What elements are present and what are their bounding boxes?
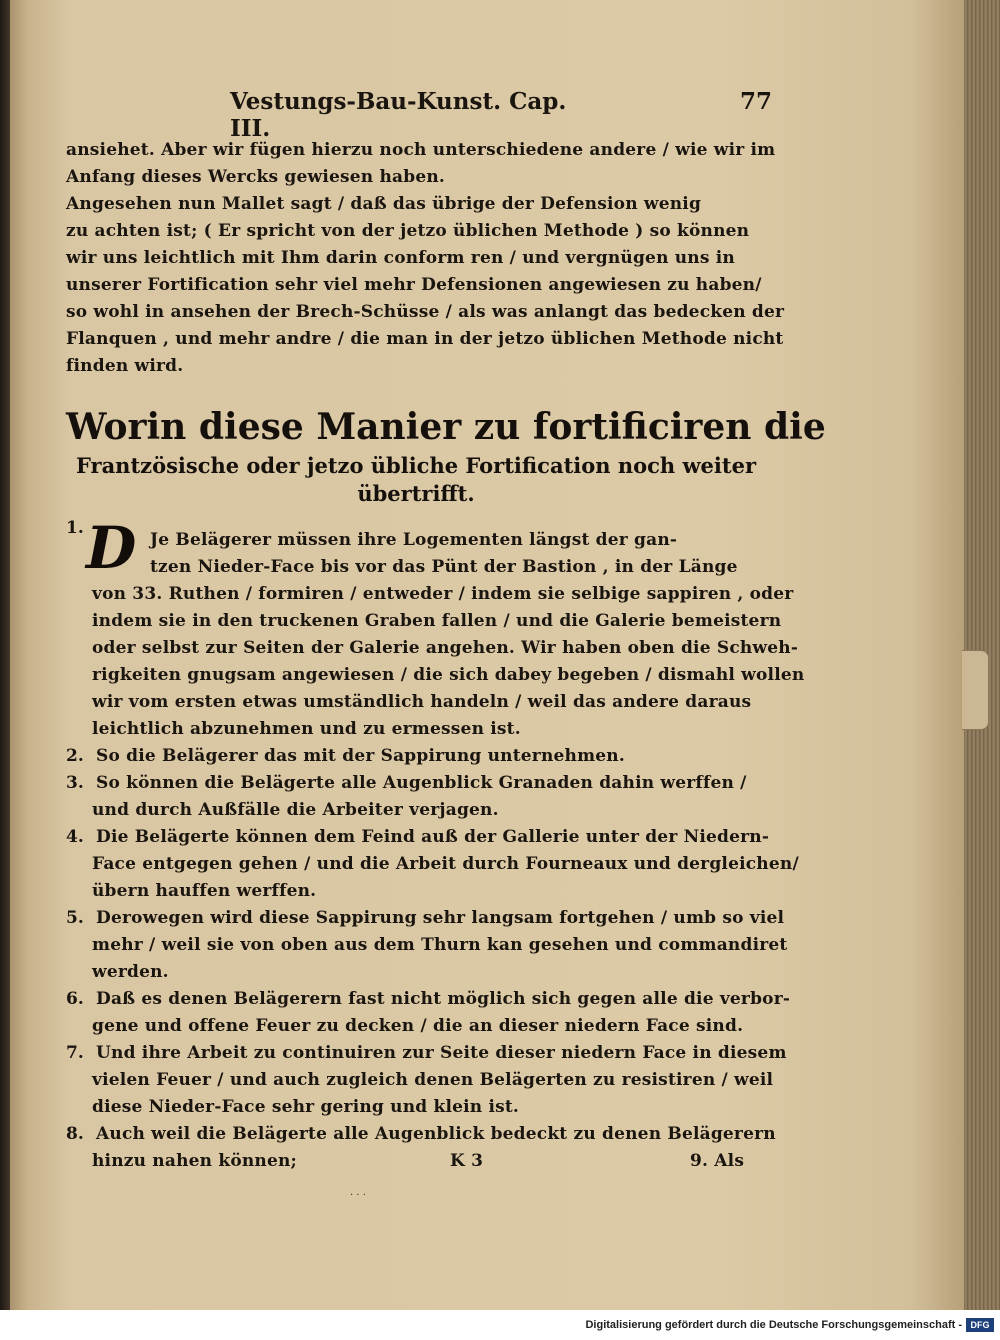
item-line: Daß es denen Belägerern fast nicht möglich sich gegen alle die verbor- — [96, 989, 791, 1009]
item-line: Auch weil die Belägerte alle Augenblick bedeckt zu denen Belägerern — [96, 1124, 776, 1144]
intro-line: Flanquen , und mehr andre / die man in der jetzo üblichen Methode nicht — [66, 329, 784, 349]
item-line: Derowegen wird diese Sappirung sehr langsam fortgehen / umb so viel — [96, 908, 785, 928]
item-number: 8. — [66, 1124, 84, 1144]
item-line: übern hauffen werffen. — [92, 881, 317, 901]
intro-line: so wohl in ansehen der Brech-Schüsse / als was anlangt das bedecken der — [66, 302, 785, 322]
section-heading: Worin diese Manier zu fortificiren die — [66, 406, 826, 448]
intro-line: wir uns leichtlich mit Ihm darin conform ren / und vergnügen uns in — [66, 248, 735, 268]
section-subheading-end: übertrifft. — [357, 481, 475, 506]
item-line: Die Belägerte können dem Feind auß der Gallerie unter der Niedern- — [96, 827, 770, 847]
section-subheading: Frantzösische oder jetzo übliche Fortification noch weiter — [75, 453, 757, 478]
intro-line: finden wird. — [66, 356, 184, 376]
item-line: Face entgegen gehen / und die Arbeit durch Fourneaux und dergleichen/ — [92, 854, 799, 874]
item-number: 2. — [66, 746, 84, 766]
intro-line: zu achten ist; ( Er spricht von der jetzo üblichen Methode ) so können — [66, 221, 750, 241]
item-line: indem sie in den truckenen Graben fallen / und die Galerie bemeistern — [92, 611, 782, 631]
item-line: von 33. Ruthen / formiren / entweder / indem sie selbige sappiren , oder — [92, 584, 794, 604]
item-line: leichtlich abzunehmen und zu ermessen ist. — [92, 719, 521, 739]
signature-mark: K 3 — [450, 1151, 484, 1171]
intro-line: Angesehen nun Mallet sagt / daß das übrige der Defension wenig — [66, 194, 702, 214]
digitization-footer — [0, 1310, 1000, 1340]
item-line: gene und offene Feuer zu decken / die an dieser niedern Face sind. — [92, 1016, 744, 1036]
running-head-title: Vestungs-Bau-Kunst. Cap. III. — [230, 88, 567, 142]
item-number: 1. — [66, 518, 84, 538]
item-line: rigkeiten gnugsam angewiesen / die sich dabey begeben / dismahl wollen — [92, 665, 805, 685]
item-number: 7. — [66, 1043, 84, 1063]
dfg-logo: DFG — [966, 1318, 994, 1332]
page-number: 77 — [740, 88, 773, 115]
item-line: Je Belägerer müssen ihre Logementen längst der gan- — [150, 530, 678, 550]
catchword: 9. Als — [690, 1151, 745, 1171]
item-number: 3. — [66, 773, 84, 793]
item-line: mehr / weil sie von oben aus dem Thurn kan gesehen und commandiret — [92, 935, 788, 955]
item-line: Und ihre Arbeit zu continuiren zur Seite dieser niedern Face in diesem — [96, 1043, 787, 1063]
item-line: tzen Nieder-Face bis vor das Pünt der Bastion , in der Länge — [150, 557, 738, 577]
item-number: 6. — [66, 989, 84, 1009]
item-line: vielen Feuer / und auch zugleich denen Belägerten zu resistiren / weil — [92, 1070, 774, 1090]
intro-line: Anfang dieses Wercks gewiesen haben. — [66, 167, 446, 187]
intro-line: unserer Fortification sehr viel mehr Defensionen angewiesen zu haben/ — [66, 275, 762, 295]
item-number: 5. — [66, 908, 84, 928]
page-ornament: · · · — [350, 1190, 366, 1201]
item-line: oder selbst zur Seiten der Galerie angehen. Wir haben oben die Schweh- — [92, 638, 799, 658]
item-line: diese Nieder-Face sehr gering und klein ist. — [92, 1097, 520, 1117]
item-line: So die Belägerer das mit der Sappirung unternehmen. — [96, 746, 625, 766]
drop-cap: D — [86, 514, 137, 582]
intro-line: ansiehet. Aber wir fügen hierzu noch unterschiedene andere / wie wir im — [66, 140, 776, 160]
item-number: 4. — [66, 827, 84, 847]
footer-credit-text: Digitalisierung gefördert durch die Deutsche Forschungsgemeinschaft - — [585, 1319, 962, 1331]
item-line-last: hinzu nahen können; — [92, 1151, 298, 1171]
item-line: werden. — [92, 962, 169, 982]
page-tab-marker — [962, 650, 989, 730]
item-line: So können die Belägerte alle Augenblick Granaden dahin werffen / — [96, 773, 747, 793]
item-line: wir vom ersten etwas umständlich handeln / weil das andere daraus — [92, 692, 752, 712]
item-line: und durch Außfälle die Arbeiter verjagen. — [92, 800, 499, 820]
